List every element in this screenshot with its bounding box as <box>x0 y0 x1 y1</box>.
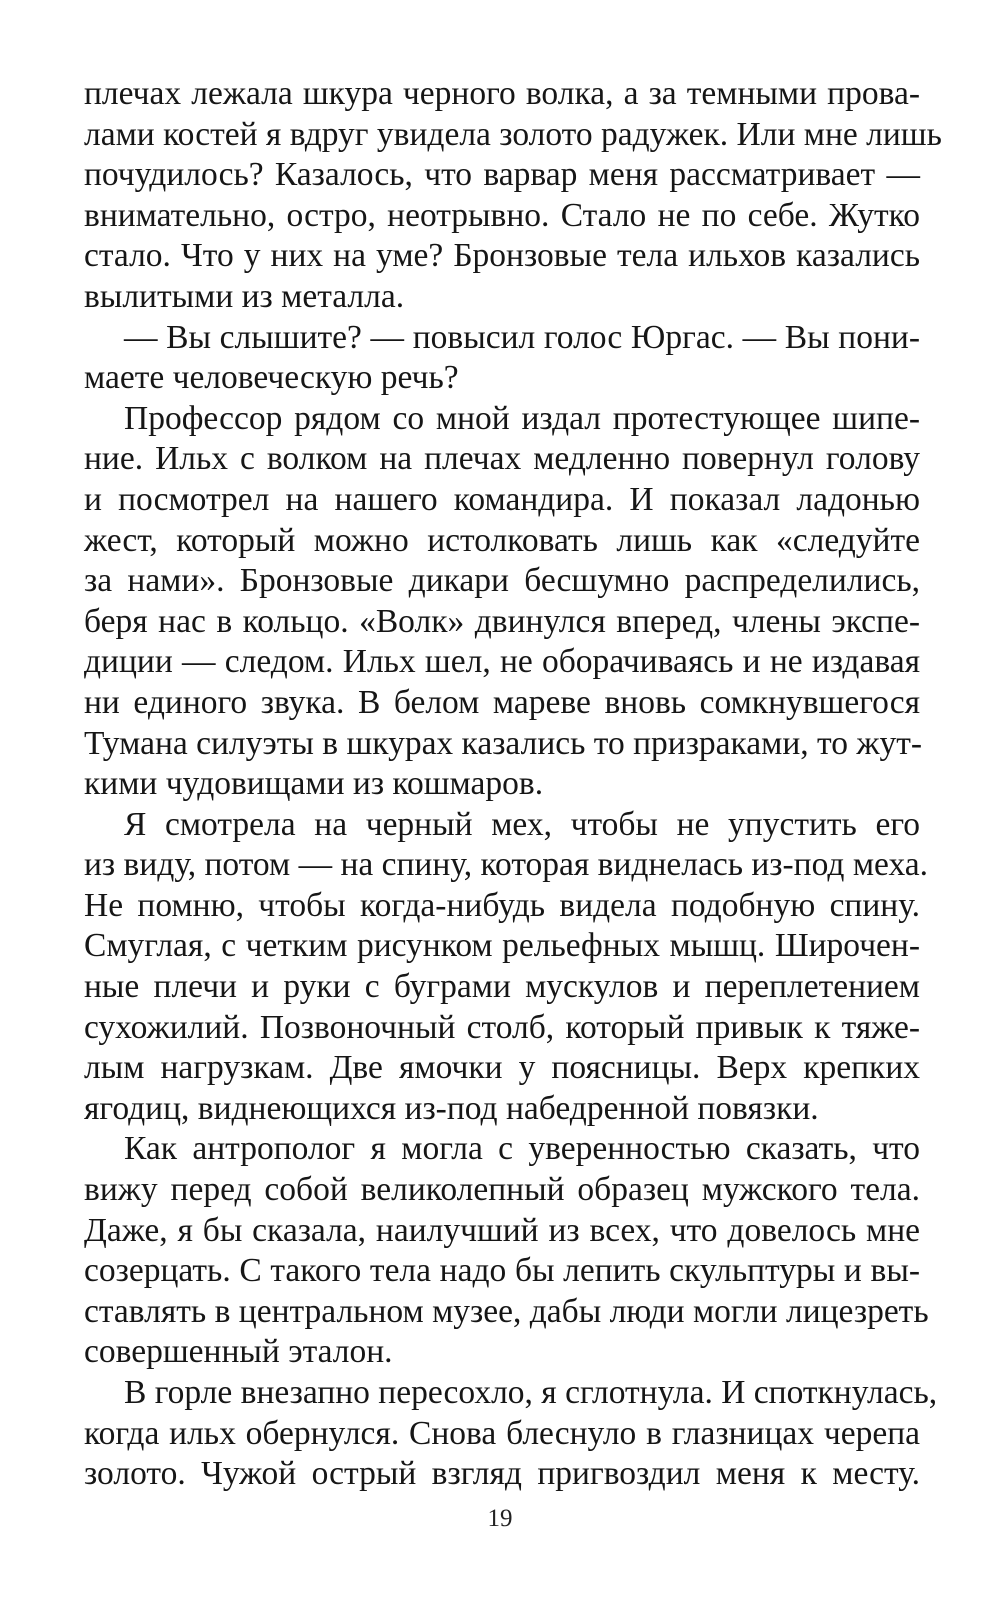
text-line: когда ильх обернулся. Снова блеснуло в глазницах черепа <box>84 1414 920 1452</box>
text-line: созерцать. С такого тела надо бы лепить скульптуры и вы- <box>84 1252 920 1290</box>
text-line: — Вы слышите? — повысил голос Юргас. — Вы пони- <box>124 318 920 356</box>
text-line: за нами». Бронзовые дикари бесшумно распределились, <box>84 562 920 600</box>
text-line: В горле внезапно пересохло, я сглотнула. И споткнулась, <box>124 1374 938 1411</box>
text-line: ставлять в центральном музее, дабы люди могли лицезреть <box>84 1292 929 1330</box>
text-line: Я смотрела на черный мех, чтобы не упустить его <box>124 805 920 843</box>
text-line: Смуглая, с четким рисунком рельефных мышц. Широчен- <box>84 927 920 965</box>
text-line: Не помню, чтобы когда-нибудь видела подобную спину. <box>84 886 920 924</box>
text-line: жест, который можно истолковать лишь как «следуйте <box>84 521 920 559</box>
text-line: ние. Ильх с волком на плечах медленно повернул голову <box>84 440 920 478</box>
text-line: кими чудовищами из кошмаров. <box>84 765 544 803</box>
text-line: диции — следом. Ильх шел, не оборачиваясь и не издавая <box>84 643 920 681</box>
text-line: стало. Что у них на уме? Бронзовые тела ильхов казались <box>84 237 920 275</box>
text-line: беря нас в кольцо. «Волк» двинулся вперед, члены экспе- <box>84 602 920 640</box>
text-line: Профессор рядом со мной издал протестующее шипе- <box>124 399 920 437</box>
text-line: почудилось? Казалось, что варвар меня рассматривает — <box>84 156 920 194</box>
text-line: золото. Чужой острый взгляд пригвоздил меня к месту. <box>84 1455 920 1493</box>
text-line: из виду, потом — на спину, которая виднелась из-под меха. <box>84 846 928 884</box>
text-line: вылитыми из металла. <box>84 277 405 315</box>
text-line: маете человеческую речь? <box>84 359 459 397</box>
text-line: ни единого звука. В белом мареве вновь сомкнувшегося <box>84 683 920 721</box>
text-line: лым нагрузкам. Две ямочки у поясницы. Верх крепких <box>84 1049 920 1087</box>
text-line: Даже, я бы сказала, наилучший из всех, что довелось мне <box>84 1211 920 1249</box>
text-line: ягодиц, виднеющихся из-под набедренной повязки. <box>84 1089 819 1127</box>
text-line: совершенный эталон. <box>84 1333 393 1371</box>
text-line: внимательно, остро, неотрывно. Стало не по себе. Жутко <box>84 196 920 234</box>
text-line: вижу перед собой великолепный образец мужского тела. <box>84 1171 920 1209</box>
text-line: сухожилий. Позвоночный столб, который привык к тяже- <box>84 1008 920 1046</box>
page-number: 19 <box>487 1505 513 1532</box>
text-line: плечах лежала шкура черного волка, а за темными прова- <box>84 75 920 112</box>
text-line: Тумана силуэты в шкурах казались то призраками, то жут- <box>84 724 923 762</box>
body-text <box>84 74 942 1495</box>
text-line: лами костей я вдруг увидела золото радужек. Или мне лишь <box>84 115 942 153</box>
text-line: Как антрополог я могла с уверенностью сказать, что <box>124 1130 920 1168</box>
text-line: ные плечи и руки с буграми мускулов и переплетением <box>84 968 920 1006</box>
text-line: и посмотрел на нашего командира. И показал ладонью <box>84 480 920 518</box>
